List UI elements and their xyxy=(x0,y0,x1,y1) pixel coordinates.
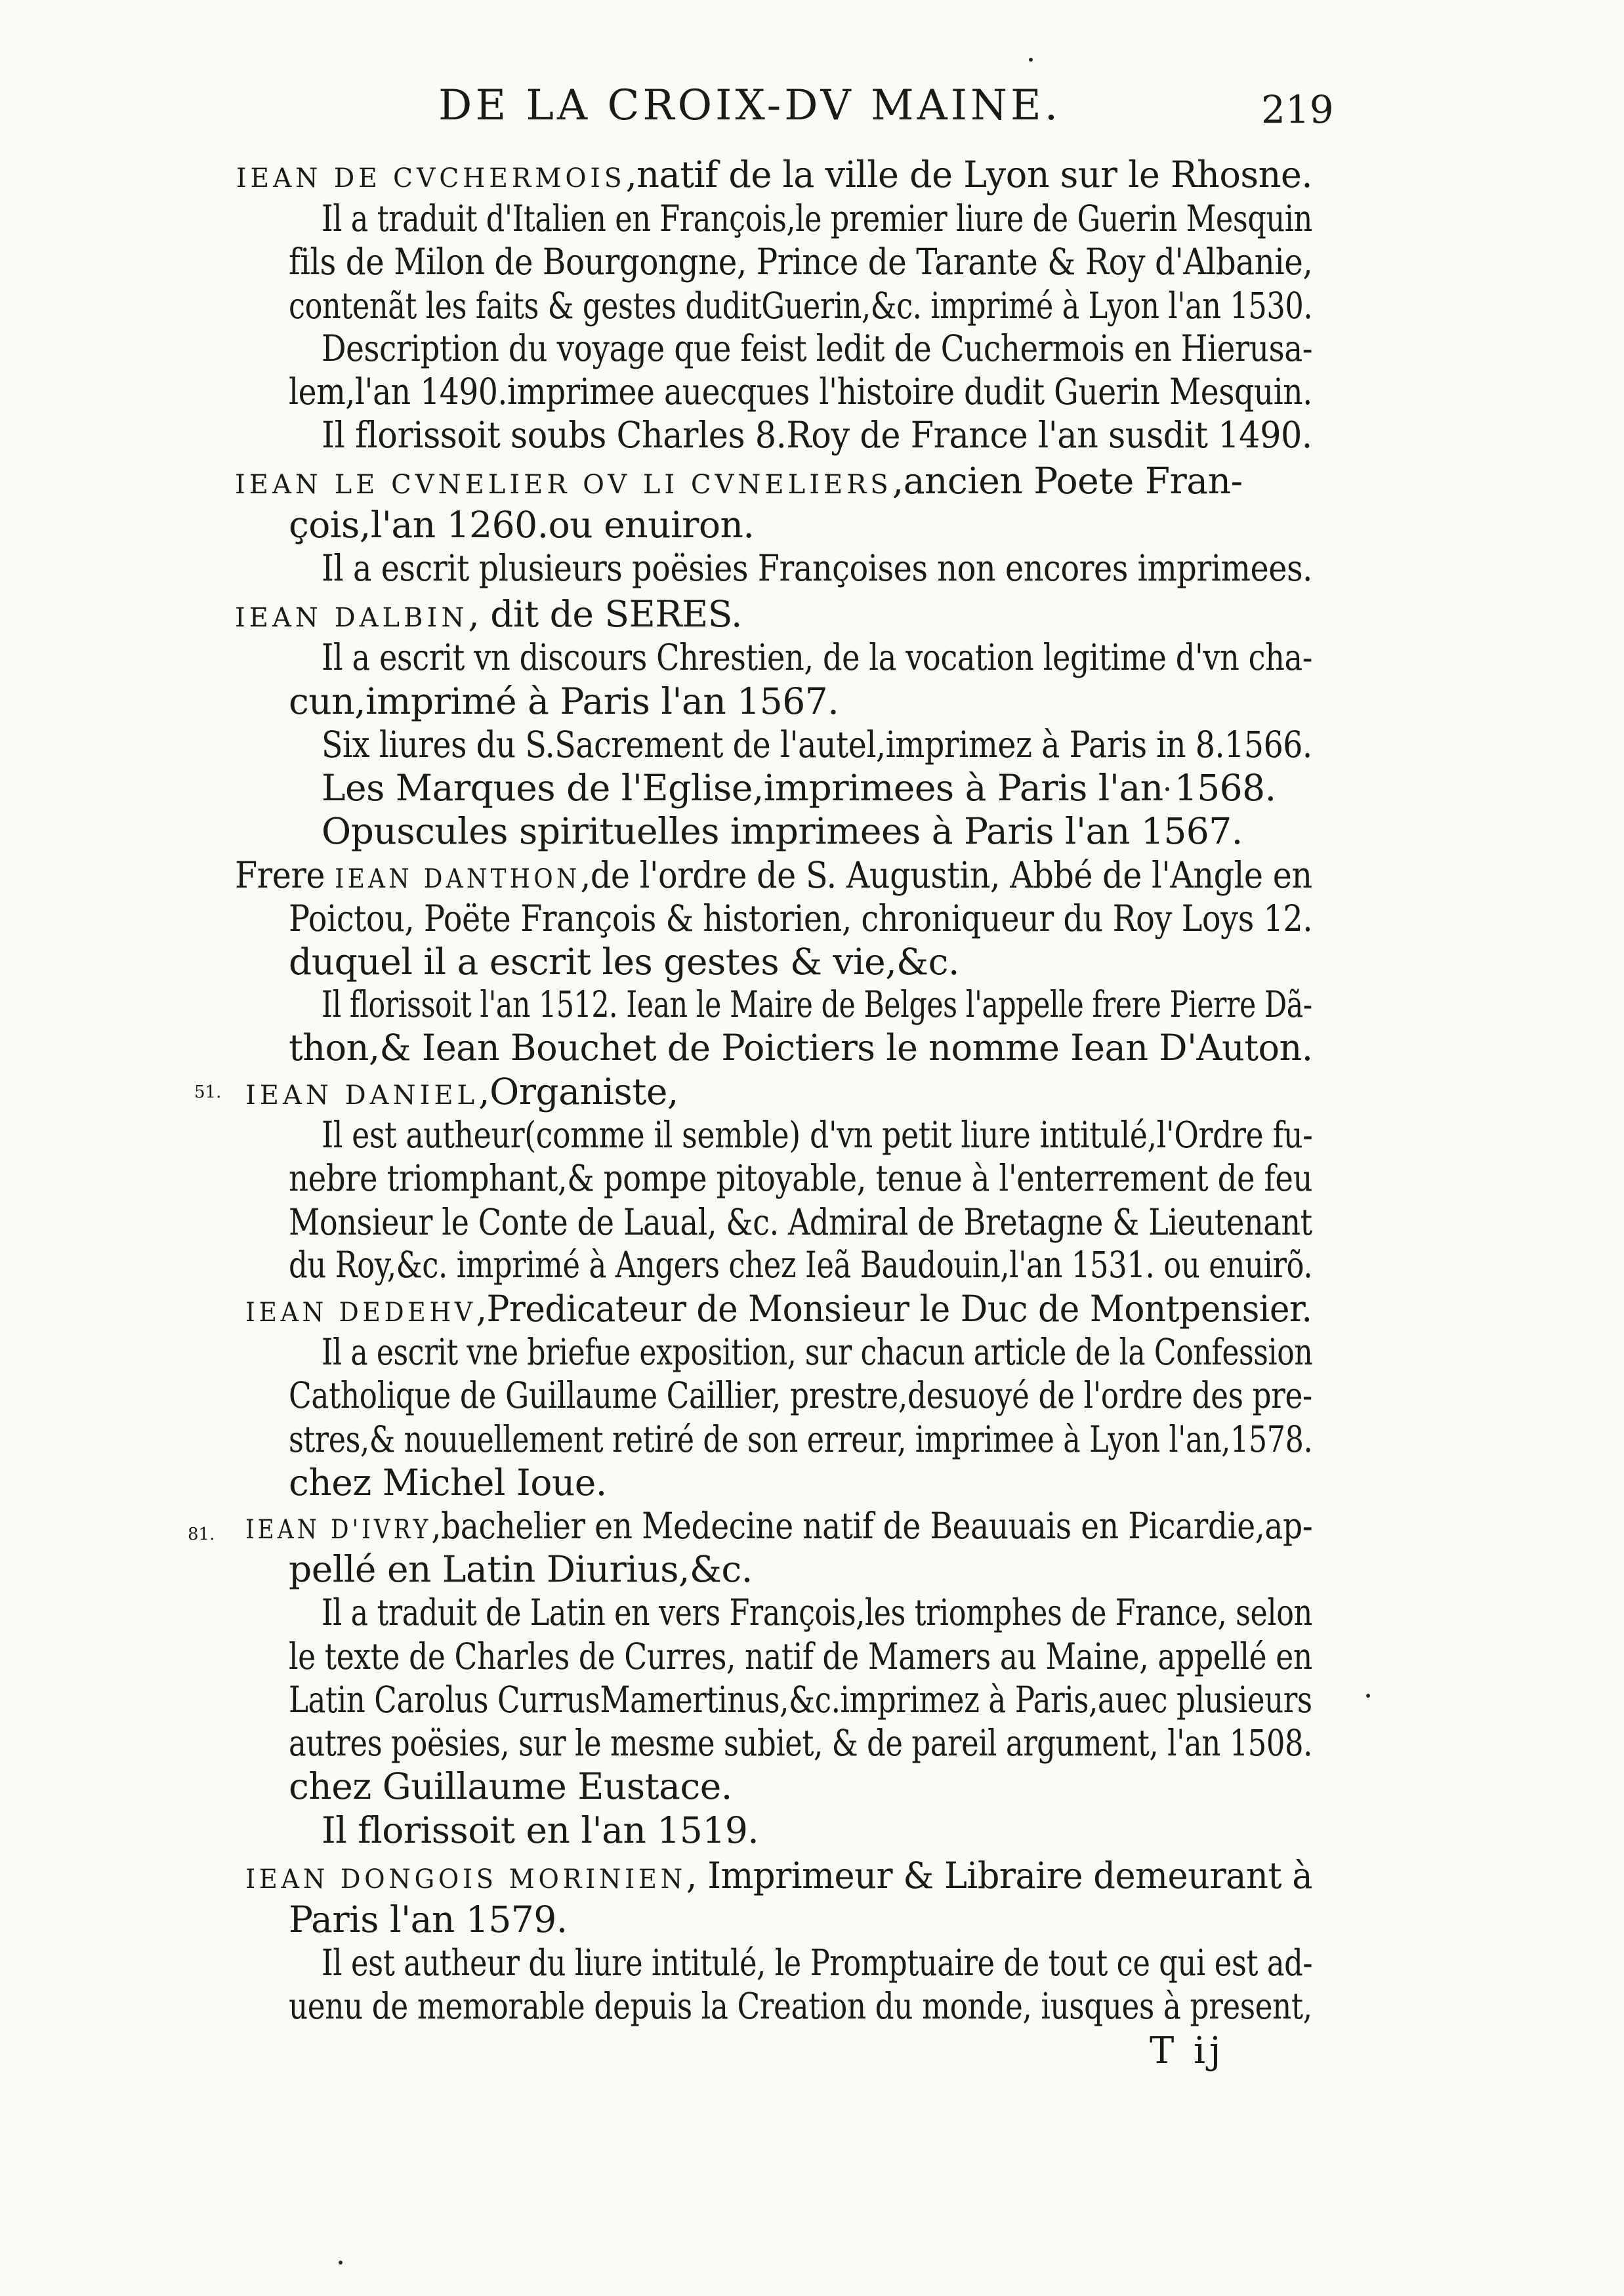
text-line xyxy=(289,370,1312,413)
line-text: Il est autheur(comme il semble) d'vn petit liure intitulé,l'Ordre fu- xyxy=(322,1114,1313,1156)
line-text: thon,& Iean Bouchet de Poictiers le nomme Iean D'Auton. xyxy=(289,1027,1313,1069)
line-text: chez Guillaume Eustace. xyxy=(289,1765,732,1807)
author-name: IEAN DONGOIS MORINIEN xyxy=(245,1864,686,1895)
line-text: Monsieur le Conte de Laual, &c. Admiral de Bretagne & Lieutenant xyxy=(289,1201,1312,1243)
author-name: IEAN LE CVNELIER OV LI CVNELIERS xyxy=(235,470,892,500)
line-text: duquel il a escrit les gestes & vie,&c. xyxy=(289,941,959,983)
text-line xyxy=(289,1374,1312,1417)
text-line xyxy=(289,1898,568,1941)
text-line xyxy=(289,1548,753,1591)
entry-heading-line xyxy=(245,1287,1312,1334)
text-line xyxy=(322,413,1312,457)
text-line xyxy=(322,723,1312,766)
line-prefix: Frere xyxy=(235,854,335,896)
ink-speck xyxy=(339,2261,343,2265)
text-line xyxy=(289,240,1312,283)
text-line xyxy=(322,1113,1312,1157)
text-line xyxy=(289,680,839,723)
line-text: , dit de SERES. xyxy=(468,593,743,635)
line-text: fils de Milon de Bourgongne, Prince de Tarante & Roy d'Albanie, xyxy=(289,241,1313,283)
line-text: le texte de Charles de Curres, natif de Mamers au Maine, appellé en xyxy=(289,1635,1312,1677)
text-line xyxy=(289,284,1312,327)
margin-note: 51. xyxy=(194,1082,222,1102)
text-line xyxy=(289,1200,1312,1244)
line-text: ,de l'ordre de S. Augustin, Abbé de l'Angle en xyxy=(580,854,1312,896)
line-text: ,ancien Poete Fran- xyxy=(892,460,1243,502)
line-text: Opuscules spirituelles imprimees à Paris l'an 1567. xyxy=(322,810,1243,852)
line-text: lem,l'an 1490.imprimee auecques l'histoire dudit Guerin Mesquin. xyxy=(289,371,1312,413)
text-line xyxy=(289,1418,1312,1461)
line-text: uenu de memorable depuis la Creation du monde, iusques à present, xyxy=(289,1985,1312,2027)
text-line xyxy=(322,636,1312,679)
line-text: Description du voyage que feist ledit de Cuchermois en Hierusa- xyxy=(322,327,1313,369)
line-text: Latin Carolus CurrusMamertinus,&c.imprimez à Paris,auec plusieurs xyxy=(289,1679,1312,1721)
author-name: IEAN DEDEHV xyxy=(245,1298,476,1328)
line-text: , Imprimeur & Libraire demeurant à xyxy=(686,1855,1313,1896)
text-line xyxy=(322,546,1312,590)
text-line xyxy=(289,1721,1312,1765)
text-line xyxy=(322,810,1243,853)
author-name: IEAN DANTHON xyxy=(335,864,581,894)
text-line xyxy=(322,1330,1312,1374)
entry-heading-line xyxy=(235,459,1243,506)
ink-speck xyxy=(1029,58,1033,62)
author-name: IEAN DE CVCHERMOIS xyxy=(236,163,626,194)
line-text: Paris l'an 1579. xyxy=(289,1898,568,1940)
signature-mark: T ij xyxy=(1150,2030,1225,2072)
text-line xyxy=(289,1765,732,1808)
entry-heading-line xyxy=(245,1070,678,1117)
text-line xyxy=(289,1984,1312,2028)
line-text: Six liures du S.Sacrement de l'autel,imprimez à Paris in 8.1566. xyxy=(322,724,1312,766)
line-text: Il est autheur du liure intitulé, le Promptuaire de tout ce qui est ad- xyxy=(322,1942,1313,1984)
line-text: ,natif de la ville de Lyon sur le Rhosne. xyxy=(625,154,1313,195)
line-text: ,Predicateur de Monsieur le Duc de Montpensier. xyxy=(476,1288,1312,1330)
author-name: IEAN DALBIN xyxy=(235,603,468,633)
running-head: DE LA CROIX-DV MAINE. xyxy=(438,81,1062,130)
line-text: Il a escrit vne briefue exposition, sur chacun article de la Confession xyxy=(322,1331,1313,1373)
line-text: nebre triomphant,& pompe pitoyable, tenue à l'enterrement de feu xyxy=(289,1157,1313,1199)
line-text: du Roy,&c. imprimé à Angers chez Ieã Baudouin,l'an 1531. ou enuirõ. xyxy=(289,1244,1313,1286)
line-text: Poictou, Poëte François & historien, chroniqueur du Roy Loys 12. xyxy=(289,897,1313,939)
line-text: Il a traduit d'Italien en François,le premier liure de Guerin Mesquin xyxy=(322,197,1312,239)
text-line xyxy=(289,1026,1313,1069)
line-text: Il florissoit en l'an 1519. xyxy=(322,1809,759,1851)
line-text: Il a escrit plusieurs poësies Françoises non encores imprimees. xyxy=(322,547,1312,589)
line-text: stres,& nouuellement retiré de son erreur, imprimee à Lyon l'an,1578. xyxy=(289,1418,1313,1460)
margin-note: 81. xyxy=(188,1525,215,1544)
line-text: pellé en Latin Diurius,&c. xyxy=(289,1548,753,1590)
entry-heading-line xyxy=(236,153,1312,200)
line-text: contenãt les faits & gestes duditGuerin,&c. imprimé à Lyon l'an 1530. xyxy=(289,285,1313,327)
text-line xyxy=(289,1157,1312,1200)
text-line xyxy=(289,897,1312,940)
author-name: IEAN DANIEL xyxy=(245,1080,479,1111)
entry-heading-line xyxy=(245,1504,1312,1551)
text-line xyxy=(289,1243,1312,1286)
line-text: Catholique de Guillaume Caillier, prestre,desuoyé de l'ordre des pre- xyxy=(289,1374,1312,1416)
text-line xyxy=(289,1635,1312,1678)
line-text: Il a traduit de Latin en vers François,les triomphes de France, selon xyxy=(322,1591,1312,1633)
line-text: cun,imprimé à Paris l'an 1567. xyxy=(289,680,839,722)
author-name: IEAN D'IVRY xyxy=(245,1515,432,1545)
line-text: ,bachelier en Medecine natif de Beauuais en Picardie,ap- xyxy=(431,1505,1313,1547)
ink-speck xyxy=(1366,1694,1370,1698)
text-line xyxy=(322,1941,1312,1984)
text-line xyxy=(322,983,1312,1026)
line-text: Il florissoit l'an 1512. Iean le Maire de Belges l'appelle frere Pierre Dã- xyxy=(322,983,1312,1025)
entry-heading-line xyxy=(235,853,1312,901)
page-number: 219 xyxy=(1261,87,1334,132)
text-line xyxy=(289,503,754,546)
line-text: Il florissoit soubs Charles 8.Roy de France l'an susdit 1490. xyxy=(322,414,1312,456)
line-text: chez Michel Ioue. xyxy=(289,1462,607,1504)
text-line xyxy=(322,1591,1312,1634)
line-text: autres poësies, sur le mesme subiet, & de pareil argument, l'an 1508. xyxy=(289,1722,1313,1764)
text-line xyxy=(322,1809,759,1852)
text-line xyxy=(289,1678,1312,1721)
text-line xyxy=(322,766,1276,810)
entry-heading-line xyxy=(245,1854,1312,1901)
text-line xyxy=(322,327,1312,370)
entry-heading-line xyxy=(235,592,742,640)
line-text: Les Marques de l'Eglise,imprimees à Paris l'an 1568. xyxy=(322,767,1276,809)
line-text: çois,l'an 1260.ou enuiron. xyxy=(289,504,755,546)
line-text: ,Organiste, xyxy=(478,1071,678,1113)
line-text: Il a escrit vn discours Chrestien, de la vocation legitime d'vn cha- xyxy=(322,636,1312,678)
text-line xyxy=(322,197,1312,240)
text-line xyxy=(289,1461,607,1504)
text-line xyxy=(289,940,959,983)
